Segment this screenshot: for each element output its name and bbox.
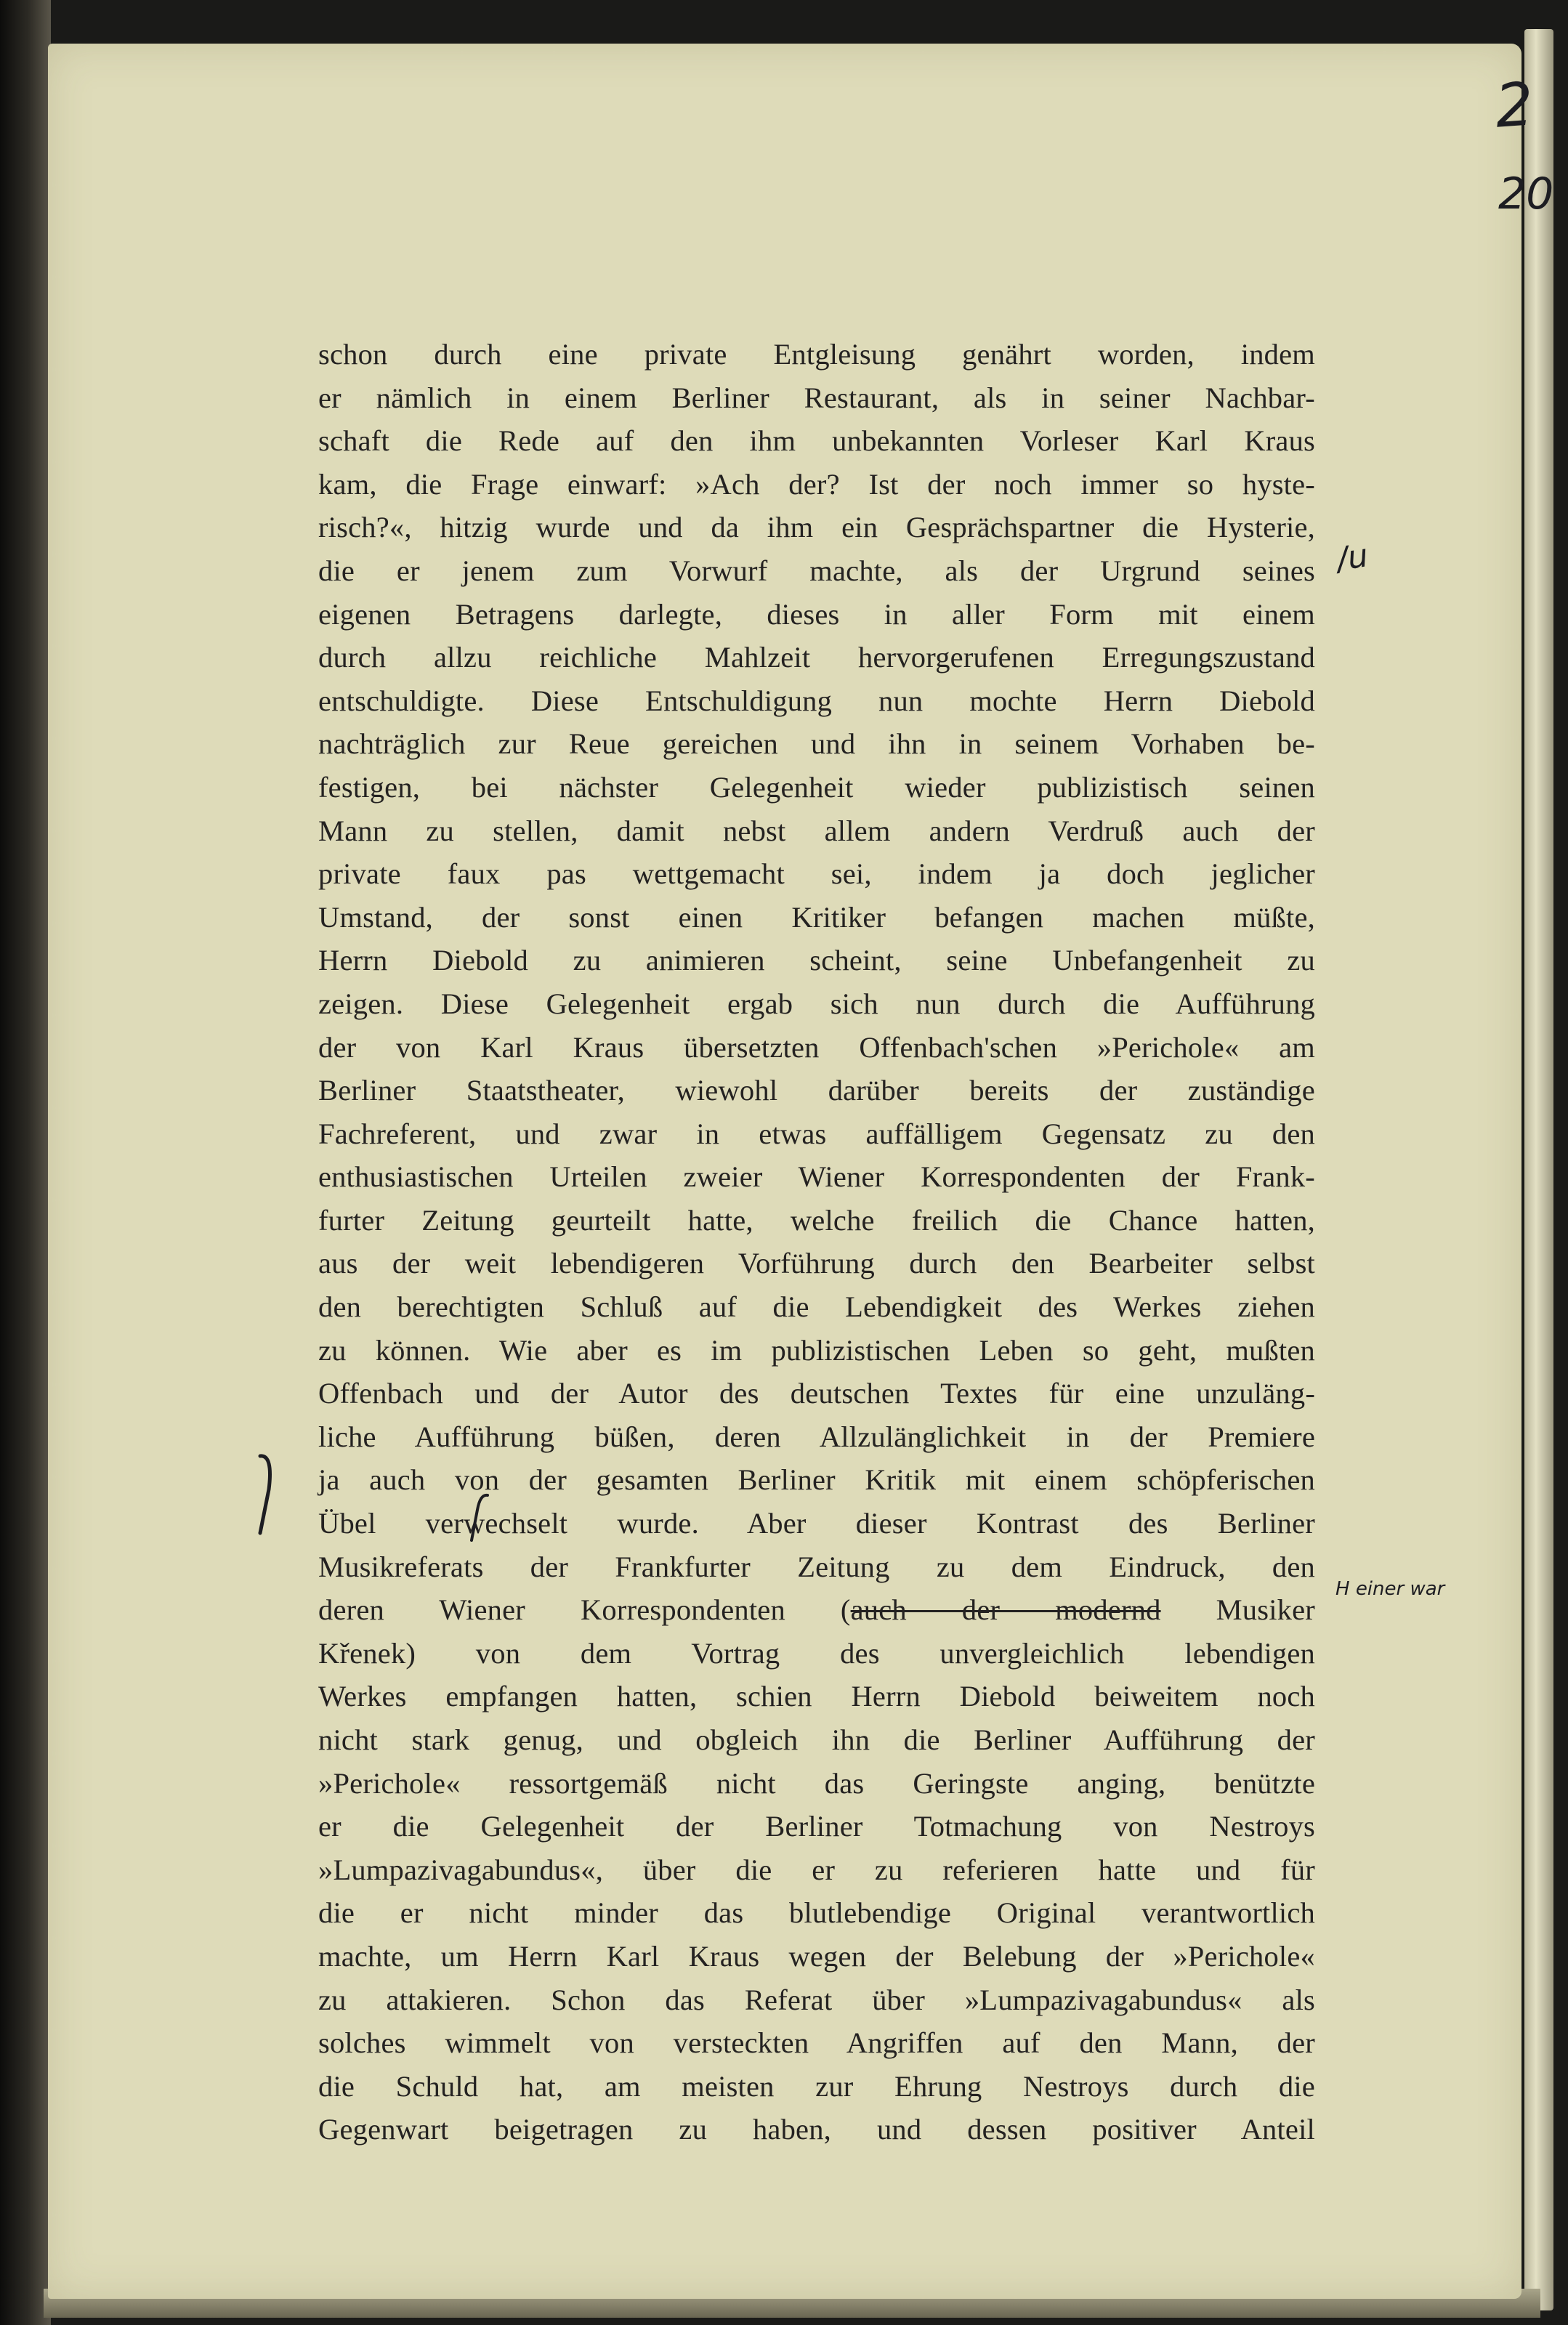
text-line: machte, um Herrn Karl Kraus wegen der Belebung der »Perichole« <box>318 1939 1315 1973</box>
text-before-strike: deren Wiener Korrespondenten ( <box>318 1593 851 1627</box>
text-line: entschuldigte. Diese Entschuldigung nun mochte Herrn Diebold <box>318 684 1315 717</box>
text-line: Herrn Diebold zu animieren scheint, seine Unbefangenheit zu <box>318 944 1315 977</box>
margin-insertion-mark-icon <box>231 1446 282 1540</box>
text-line: »Perichole« ressortgemäß nicht das Geringste anging, benützte <box>318 1766 1315 1800</box>
text-line: er nämlich in einem Berliner Restaurant, als in seiner Nachbar- <box>318 381 1315 414</box>
text-line: schon durch eine private Entgleisung genährt worden, indem <box>318 338 1315 371</box>
text-line: die er nicht minder das blutlebendige Original verantwortlich <box>318 1896 1315 1930</box>
margin-correction-note: /u <box>1334 537 1371 578</box>
text-line: eigenen Betragens darlegte, dieses in aller Form mit einem <box>318 597 1315 631</box>
text-line: »Lumpazivagabundus«, über die er zu referieren hatte und für <box>318 1853 1315 1886</box>
text-line: Musikreferats der Frankfurter Zeitung zu dem Eindruck, den <box>318 1550 1315 1583</box>
text-line-with-strikethrough <box>318 1588 1315 1632</box>
text-line: Offenbach und der Autor des deutschen Textes für eine unzuläng- <box>318 1377 1315 1410</box>
text-line: schaft die Rede auf den ihm unbekannten Vorleser Karl Kraus <box>318 424 1315 458</box>
margin-correction-note: H einer war <box>1335 1578 1445 1600</box>
typeset-body-text <box>318 333 1315 2151</box>
text-line: Křenek) von dem Vortrag des unvergleichlich lebendigen <box>318 1636 1315 1670</box>
text-line: Berliner Staatstheater, wiewohl darüber bereits der zuständige <box>318 1074 1315 1107</box>
book-spine <box>0 0 51 2325</box>
text-line: zu können. Wie aber es im publizistischen Leben so geht, mußten <box>318 1333 1315 1367</box>
text-line: Fachreferent, und zwar in etwas auffälligem Gegensatz zu den <box>318 1117 1315 1150</box>
text-line: Umstand, der sonst einen Kritiker befangen machen müßte, <box>318 900 1315 934</box>
text-line: aus der weit lebendigeren Vorführung durch den Bearbeiter selbst <box>318 1247 1315 1280</box>
text-line: ja auch von der gesamten Berliner Kritik mit einem schöpferischen <box>318 1463 1315 1497</box>
text-line: risch?«, hitzig wurde und da ihm ein Gesprächspartner die Hysterie, <box>318 511 1315 544</box>
text-line: furter Zeitung geurteilt hatte, welche freilich die Chance hatten, <box>318 1203 1315 1237</box>
text-line: Übel verwechselt wurde. Aber dieser Kontrast des Berliner <box>318 1507 1315 1540</box>
text-line: die er jenem zum Vorwurf machte, als der Urgrund seines <box>318 554 1315 587</box>
text-line: zu attakieren. Schon das Referat über »Lumpazivagabundus« als <box>318 1983 1315 2016</box>
text-line: Mann zu stellen, damit nebst allem andern Verdruß auch der <box>318 814 1315 847</box>
text-line: den berechtigten Schluß auf die Lebendigkeit des Werkes ziehen <box>318 1290 1315 1324</box>
text-after-strike: Musiker <box>1160 1593 1315 1627</box>
page-edge <box>1524 29 1553 2310</box>
text-line: nachträglich zur Reue gereichen und ihn in seinem Vorhaben be- <box>318 727 1315 761</box>
text-line: zeigen. Diese Gelegenheit ergab sich nun durch die Aufführung <box>318 987 1315 1020</box>
text-line: die Schuld hat, am meisten zur Ehrung Nestroys durch die <box>318 2069 1315 2103</box>
text-line: enthusiastischen Urteilen zweier Wiener Korrespondenten der Frank- <box>318 1160 1315 1194</box>
text-line: Werkes empfangen hatten, schien Herrn Diebold beiweitem noch <box>318 1680 1315 1713</box>
handwritten-page-number: 2 <box>1492 70 1536 142</box>
text-line: Gegenwart beigetragen zu haben, und dessen positiver Anteil <box>318 2113 1315 2146</box>
text-line: liche Aufführung büßen, deren Allzulänglichkeit in der Premiere <box>318 1420 1315 1453</box>
text-line: solches wimmelt von versteckten Angriffen auf den Mann, der <box>318 2026 1315 2060</box>
text-line: festigen, bei nächster Gelegenheit wieder publizistisch seinen <box>318 770 1315 804</box>
text-line: kam, die Frage einwarf: »Ach der? Ist der noch immer so hyste- <box>318 467 1315 501</box>
struck-out-text: auch der modernd <box>850 1593 1161 1627</box>
inline-insertion-mark-icon <box>461 1488 490 1546</box>
text-line: er die Gelegenheit der Berliner Totmachung von Nestroys <box>318 1810 1315 1843</box>
text-line: durch allzu reichliche Mahlzeit hervorgerufenen Erregungszustand <box>318 641 1315 674</box>
text-line: der von Karl Kraus übersetzten Offenbach'schen »Perichole« am <box>318 1030 1315 1064</box>
archive-number: 20 <box>1498 169 1554 219</box>
text-line: private faux pas wettgemacht sei, indem ja doch jeglicher <box>318 857 1315 891</box>
text-line: nicht stark genug, und obgleich ihn die Berliner Aufführung der <box>318 1723 1315 1756</box>
